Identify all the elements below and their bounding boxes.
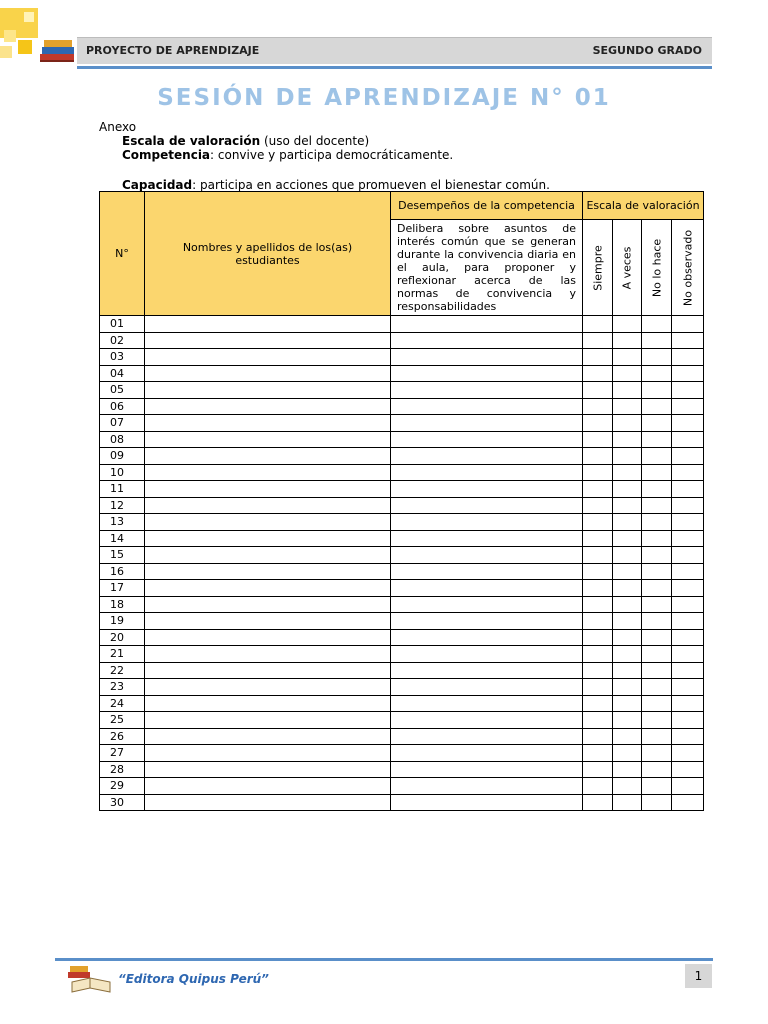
student-name-cell[interactable]	[145, 497, 391, 514]
performance-cell[interactable]	[391, 712, 583, 729]
performance-cell[interactable]	[391, 629, 583, 646]
never-cell[interactable]	[642, 530, 672, 547]
row-number: 22	[100, 662, 145, 679]
never-cell[interactable]	[642, 745, 672, 762]
table-row	[100, 778, 704, 795]
always-cell[interactable]	[583, 580, 613, 597]
sometimes-cell[interactable]	[613, 695, 642, 712]
never-cell[interactable]	[642, 596, 672, 613]
performance-cell[interactable]	[391, 415, 583, 432]
student-name-cell[interactable]	[145, 712, 391, 729]
never-cell[interactable]	[642, 497, 672, 514]
performance-cell[interactable]	[391, 761, 583, 778]
never-cell[interactable]	[642, 415, 672, 432]
always-cell[interactable]	[583, 596, 613, 613]
never-cell[interactable]	[642, 448, 672, 465]
not-observed-cell[interactable]	[672, 761, 704, 778]
table-row	[100, 646, 704, 663]
never-cell[interactable]	[642, 365, 672, 382]
performance-cell[interactable]	[391, 448, 583, 465]
row-number: 02	[100, 332, 145, 349]
row-number: 11	[100, 481, 145, 498]
always-cell[interactable]	[583, 530, 613, 547]
open-book-icon	[66, 962, 116, 994]
never-cell[interactable]	[642, 646, 672, 663]
always-cell[interactable]	[583, 365, 613, 382]
col-scale-header: Escala de valoración	[583, 192, 704, 220]
not-observed-cell[interactable]	[672, 464, 704, 481]
student-name-cell[interactable]	[145, 365, 391, 382]
table-row	[100, 761, 704, 778]
sometimes-cell[interactable]	[613, 662, 642, 679]
row-number: 17	[100, 580, 145, 597]
student-name-cell[interactable]	[145, 580, 391, 597]
not-observed-cell[interactable]	[672, 415, 704, 432]
never-cell[interactable]	[642, 398, 672, 415]
scale-line	[99, 134, 550, 148]
evaluation-table	[99, 191, 704, 811]
performance-cell[interactable]	[391, 547, 583, 564]
not-observed-cell[interactable]	[672, 398, 704, 415]
row-number: 24	[100, 695, 145, 712]
table-row	[100, 794, 704, 811]
sometimes-cell[interactable]	[613, 679, 642, 696]
never-cell[interactable]	[642, 514, 672, 531]
student-name-cell[interactable]	[145, 547, 391, 564]
table-row	[100, 398, 704, 415]
competence-label: Competencia	[122, 148, 211, 162]
always-cell[interactable]	[583, 695, 613, 712]
row-number: 12	[100, 497, 145, 514]
scale-always: Siempre	[583, 220, 613, 316]
not-observed-cell[interactable]	[672, 316, 704, 333]
never-cell[interactable]	[642, 332, 672, 349]
table-row	[100, 695, 704, 712]
scale-label: Escala de valoración	[122, 134, 261, 148]
row-number: 15	[100, 547, 145, 564]
table-row	[100, 332, 704, 349]
page-title: SESIÓN DE APRENDIZAJE N° 01	[157, 85, 611, 111]
never-cell[interactable]	[642, 580, 672, 597]
annex-label: Anexo	[99, 120, 137, 134]
books-icon	[38, 34, 78, 66]
sometimes-cell[interactable]	[613, 580, 642, 597]
not-observed-cell[interactable]	[672, 695, 704, 712]
student-name-cell[interactable]	[145, 563, 391, 580]
row-number: 14	[100, 530, 145, 547]
always-cell[interactable]	[583, 778, 613, 795]
not-observed-cell[interactable]	[672, 728, 704, 745]
competence-line	[99, 148, 550, 162]
capacity-line	[99, 178, 550, 192]
scale-never: No lo hace	[642, 220, 672, 316]
not-observed-cell[interactable]	[672, 514, 704, 531]
not-observed-cell[interactable]	[672, 382, 704, 399]
not-observed-cell[interactable]	[672, 662, 704, 679]
never-cell[interactable]	[642, 728, 672, 745]
table-row	[100, 382, 704, 399]
never-cell[interactable]	[642, 547, 672, 564]
publisher-name: “Editora Quipus Perú”	[118, 972, 269, 986]
table-row	[100, 563, 704, 580]
performance-cell[interactable]	[391, 794, 583, 811]
never-cell[interactable]	[642, 761, 672, 778]
always-cell[interactable]	[583, 464, 613, 481]
always-cell[interactable]	[583, 547, 613, 564]
table-row	[100, 580, 704, 597]
row-number: 08	[100, 431, 145, 448]
student-name-cell[interactable]	[145, 431, 391, 448]
project-label: PROYECTO DE APRENDIZAJE	[86, 44, 260, 57]
not-observed-cell[interactable]	[672, 629, 704, 646]
student-name-cell[interactable]	[145, 382, 391, 399]
sometimes-cell[interactable]	[613, 464, 642, 481]
performance-cell[interactable]	[391, 530, 583, 547]
row-number: 01	[100, 316, 145, 333]
student-name-cell[interactable]	[145, 349, 391, 366]
header-bar	[77, 37, 712, 64]
not-observed-cell[interactable]	[672, 332, 704, 349]
scale-sometimes: A veces	[613, 220, 642, 316]
not-observed-cell[interactable]	[672, 365, 704, 382]
footer-divider	[55, 958, 713, 961]
not-observed-cell[interactable]	[672, 530, 704, 547]
row-number: 06	[100, 398, 145, 415]
col-names-header: Nombres y apellidos de los(as) estudiantes	[145, 192, 391, 316]
not-observed-cell[interactable]	[672, 679, 704, 696]
sometimes-cell[interactable]	[613, 514, 642, 531]
sometimes-cell[interactable]	[613, 794, 642, 811]
sometimes-cell[interactable]	[613, 613, 642, 630]
always-cell[interactable]	[583, 415, 613, 432]
sometimes-cell[interactable]	[613, 481, 642, 498]
performance-cell[interactable]	[391, 679, 583, 696]
never-cell[interactable]	[642, 382, 672, 399]
always-cell[interactable]	[583, 448, 613, 465]
row-number: 27	[100, 745, 145, 762]
sometimes-cell[interactable]	[613, 745, 642, 762]
never-cell[interactable]	[642, 679, 672, 696]
always-cell[interactable]	[583, 349, 613, 366]
student-name-cell[interactable]	[145, 745, 391, 762]
student-name-cell[interactable]	[145, 728, 391, 745]
student-name-cell[interactable]	[145, 646, 391, 663]
never-cell[interactable]	[642, 464, 672, 481]
student-name-cell[interactable]	[145, 415, 391, 432]
sometimes-cell[interactable]	[613, 382, 642, 399]
sometimes-cell[interactable]	[613, 563, 642, 580]
never-cell[interactable]	[642, 712, 672, 729]
always-cell[interactable]	[583, 646, 613, 663]
sometimes-cell[interactable]	[613, 778, 642, 795]
always-cell[interactable]	[583, 382, 613, 399]
not-observed-cell[interactable]	[672, 613, 704, 630]
row-number: 09	[100, 448, 145, 465]
performance-cell[interactable]	[391, 596, 583, 613]
table-row	[100, 662, 704, 679]
row-number: 29	[100, 778, 145, 795]
table-row	[100, 415, 704, 432]
performance-cell[interactable]	[391, 464, 583, 481]
row-number: 21	[100, 646, 145, 663]
always-cell[interactable]	[583, 316, 613, 333]
sometimes-cell[interactable]	[613, 415, 642, 432]
student-name-cell[interactable]	[145, 761, 391, 778]
always-cell[interactable]	[583, 613, 613, 630]
not-observed-cell[interactable]	[672, 349, 704, 366]
row-number: 03	[100, 349, 145, 366]
sometimes-cell[interactable]	[613, 316, 642, 333]
always-cell[interactable]	[583, 794, 613, 811]
student-name-cell[interactable]	[145, 464, 391, 481]
student-name-cell[interactable]	[145, 794, 391, 811]
never-cell[interactable]	[642, 794, 672, 811]
sometimes-cell[interactable]	[613, 596, 642, 613]
not-observed-cell[interactable]	[672, 646, 704, 663]
table-row	[100, 712, 704, 729]
row-number: 07	[100, 415, 145, 432]
always-cell[interactable]	[583, 679, 613, 696]
not-observed-cell[interactable]	[672, 580, 704, 597]
performance-cell[interactable]	[391, 382, 583, 399]
sometimes-cell[interactable]	[613, 728, 642, 745]
performance-cell[interactable]	[391, 563, 583, 580]
table-row	[100, 365, 704, 382]
row-number: 16	[100, 563, 145, 580]
scale-note: (uso del docente)	[260, 134, 370, 148]
performance-cell[interactable]	[391, 745, 583, 762]
performance-cell[interactable]	[391, 728, 583, 745]
table-row	[100, 497, 704, 514]
row-number: 26	[100, 728, 145, 745]
table-row	[100, 316, 704, 333]
logo-squares	[0, 8, 40, 60]
always-cell[interactable]	[583, 332, 613, 349]
always-cell[interactable]	[583, 629, 613, 646]
page-number: 1	[685, 964, 712, 988]
sometimes-cell[interactable]	[613, 349, 642, 366]
capacity-label: Capacidad	[122, 178, 193, 192]
student-name-cell[interactable]	[145, 332, 391, 349]
student-name-cell[interactable]	[145, 778, 391, 795]
always-cell[interactable]	[583, 728, 613, 745]
performance-cell[interactable]	[391, 316, 583, 333]
student-name-cell[interactable]	[145, 613, 391, 630]
performance-cell[interactable]	[391, 398, 583, 415]
table-row	[100, 431, 704, 448]
row-number: 30	[100, 794, 145, 811]
student-name-cell[interactable]	[145, 316, 391, 333]
performance-cell[interactable]	[391, 497, 583, 514]
sometimes-cell[interactable]	[613, 332, 642, 349]
always-cell[interactable]	[583, 662, 613, 679]
performance-cell[interactable]	[391, 332, 583, 349]
always-cell[interactable]	[583, 563, 613, 580]
scale-not-observed: No observado	[672, 220, 704, 316]
not-observed-cell[interactable]	[672, 563, 704, 580]
student-name-cell[interactable]	[145, 679, 391, 696]
table-row	[100, 629, 704, 646]
sometimes-cell[interactable]	[613, 629, 642, 646]
row-number: 28	[100, 761, 145, 778]
student-name-cell[interactable]	[145, 514, 391, 531]
col-number-header: N°	[100, 192, 145, 316]
student-name-cell[interactable]	[145, 448, 391, 465]
table-row	[100, 596, 704, 613]
always-cell[interactable]	[583, 398, 613, 415]
performance-cell[interactable]	[391, 349, 583, 366]
table-row	[100, 745, 704, 762]
performance-cell[interactable]	[391, 580, 583, 597]
table-row	[100, 514, 704, 531]
grade-label: SEGUNDO GRADO	[592, 44, 702, 57]
table-row	[100, 481, 704, 498]
sometimes-cell[interactable]	[613, 365, 642, 382]
sometimes-cell[interactable]	[613, 646, 642, 663]
never-cell[interactable]	[642, 481, 672, 498]
never-cell[interactable]	[642, 563, 672, 580]
never-cell[interactable]	[642, 613, 672, 630]
row-number: 18	[100, 596, 145, 613]
sometimes-cell[interactable]	[613, 398, 642, 415]
table-row	[100, 448, 704, 465]
not-observed-cell[interactable]	[672, 448, 704, 465]
not-observed-cell[interactable]	[672, 745, 704, 762]
not-observed-cell[interactable]	[672, 431, 704, 448]
always-cell[interactable]	[583, 514, 613, 531]
row-number: 04	[100, 365, 145, 382]
not-observed-cell[interactable]	[672, 778, 704, 795]
never-cell[interactable]	[642, 316, 672, 333]
performance-cell[interactable]	[391, 481, 583, 498]
table-row	[100, 613, 704, 630]
sometimes-cell[interactable]	[613, 712, 642, 729]
row-number: 25	[100, 712, 145, 729]
performance-criterion: Delibera sobre asuntos de interés común que se generan durante la convivencia diaria en el aula, para proponer y reflexionar acerca de las normas de convivencia y responsabilidades	[391, 220, 583, 316]
student-name-cell[interactable]	[145, 662, 391, 679]
always-cell[interactable]	[583, 431, 613, 448]
competence-text: : convive y participa democráticamente.	[210, 148, 454, 162]
not-observed-cell[interactable]	[672, 794, 704, 811]
table-row	[100, 530, 704, 547]
student-name-cell[interactable]	[145, 481, 391, 498]
performance-cell[interactable]	[391, 514, 583, 531]
sometimes-cell[interactable]	[613, 497, 642, 514]
performance-cell[interactable]	[391, 662, 583, 679]
performance-cell[interactable]	[391, 365, 583, 382]
table-row	[100, 679, 704, 696]
sometimes-cell[interactable]	[613, 547, 642, 564]
always-cell[interactable]	[583, 761, 613, 778]
student-name-cell[interactable]	[145, 398, 391, 415]
performance-cell[interactable]	[391, 613, 583, 630]
never-cell[interactable]	[642, 778, 672, 795]
not-observed-cell[interactable]	[672, 596, 704, 613]
col-performance-header: Desempeños de la competencia	[391, 192, 583, 220]
never-cell[interactable]	[642, 431, 672, 448]
always-cell[interactable]	[583, 497, 613, 514]
sometimes-cell[interactable]	[613, 761, 642, 778]
performance-cell[interactable]	[391, 695, 583, 712]
always-cell[interactable]	[583, 745, 613, 762]
row-number: 20	[100, 629, 145, 646]
student-name-cell[interactable]	[145, 596, 391, 613]
table-row	[100, 728, 704, 745]
row-number: 23	[100, 679, 145, 696]
performance-cell[interactable]	[391, 646, 583, 663]
row-number: 19	[100, 613, 145, 630]
not-observed-cell[interactable]	[672, 497, 704, 514]
student-name-cell[interactable]	[145, 629, 391, 646]
always-cell[interactable]	[583, 481, 613, 498]
never-cell[interactable]	[642, 349, 672, 366]
row-number: 05	[100, 382, 145, 399]
student-name-cell[interactable]	[145, 695, 391, 712]
table-row	[100, 464, 704, 481]
row-number: 10	[100, 464, 145, 481]
student-name-cell[interactable]	[145, 530, 391, 547]
capacity-text: : participa en acciones que promueven el bienestar común.	[192, 178, 550, 192]
sometimes-cell[interactable]	[613, 530, 642, 547]
table-row	[100, 349, 704, 366]
not-observed-cell[interactable]	[672, 547, 704, 564]
table-row	[100, 547, 704, 564]
always-cell[interactable]	[583, 712, 613, 729]
performance-cell[interactable]	[391, 778, 583, 795]
intro-block	[99, 120, 550, 192]
sometimes-cell[interactable]	[613, 448, 642, 465]
not-observed-cell[interactable]	[672, 481, 704, 498]
row-number: 13	[100, 514, 145, 531]
header-divider	[77, 66, 712, 69]
performance-cell[interactable]	[391, 431, 583, 448]
not-observed-cell[interactable]	[672, 712, 704, 729]
sometimes-cell[interactable]	[613, 431, 642, 448]
never-cell[interactable]	[642, 629, 672, 646]
never-cell[interactable]	[642, 662, 672, 679]
never-cell[interactable]	[642, 695, 672, 712]
